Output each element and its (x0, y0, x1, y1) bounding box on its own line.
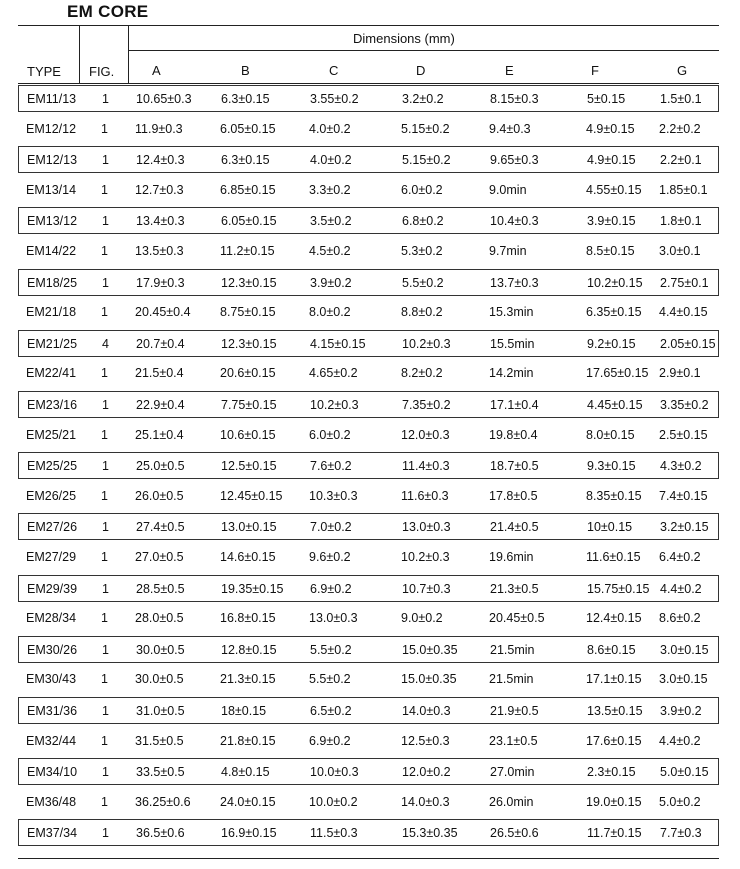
table-row (18, 269, 719, 296)
cell-type: EM21/25 (27, 336, 78, 351)
table-row (18, 238, 719, 265)
cell-fig: 1 (102, 398, 109, 412)
cell-d: 9.0±0.2 (401, 611, 443, 626)
cell-c: 5.5±0.2 (310, 642, 352, 657)
cell-b: 6.05±0.15 (221, 214, 277, 229)
cell-fig: 1 (101, 121, 108, 136)
cell-b: 24.0±0.15 (220, 794, 276, 809)
cell-c: 3.5±0.2 (310, 214, 352, 229)
cell-b: 6.3±0.15 (221, 92, 270, 106)
cell-g: 1.5±0.1 (660, 92, 702, 106)
cell-g: 3.9±0.2 (660, 704, 702, 718)
cell-d: 5.15±0.2 (402, 153, 451, 168)
cell-g: 7.4±0.15 (659, 488, 708, 503)
cell-type: EM26/25 (26, 488, 77, 503)
cell-c: 6.9±0.2 (309, 733, 351, 748)
cell-fig: 1 (101, 488, 108, 503)
cell-b: 10.6±0.15 (220, 427, 276, 442)
cell-d: 15.0±0.35 (401, 672, 457, 687)
table-row (18, 483, 719, 510)
cell-f: 12.4±0.15 (586, 611, 642, 626)
cell-a: 28.0±0.5 (135, 611, 184, 626)
cell-d: 6.0±0.2 (401, 182, 443, 197)
cell-type: EM25/25 (27, 459, 78, 474)
cell-f: 4.9±0.15 (586, 121, 635, 136)
cell-b: 16.9±0.15 (221, 826, 277, 841)
cell-f: 9.2±0.15 (587, 336, 636, 351)
cell-g: 5.0±0.15 (660, 765, 709, 780)
col-a-header: A (152, 63, 161, 78)
cell-f: 8.0±0.15 (586, 427, 635, 442)
cell-c: 7.6±0.2 (310, 459, 352, 474)
cell-type: EM32/44 (26, 733, 77, 748)
cell-b: 12.3±0.15 (221, 275, 277, 290)
cell-f: 8.6±0.15 (587, 642, 636, 657)
cell-c: 4.15±0.15 (310, 336, 366, 351)
table-row (18, 330, 719, 357)
cell-fig: 1 (102, 704, 109, 718)
cell-f: 9.3±0.15 (587, 459, 636, 474)
cell-c: 4.0±0.2 (310, 153, 352, 168)
cell-f: 2.3±0.15 (587, 765, 636, 780)
dimensions-header: Dimensions (mm) (353, 31, 455, 46)
col-f-header: F (591, 63, 599, 78)
cell-d: 10.2±0.3 (402, 336, 451, 351)
cell-type: EM12/12 (26, 121, 77, 136)
cell-g: 6.4±0.2 (659, 550, 701, 564)
cell-b: 16.8±0.15 (220, 611, 276, 626)
cell-b: 21.3±0.15 (220, 672, 276, 687)
cell-d: 6.8±0.2 (402, 214, 444, 229)
cell-e: 19.8±0.4 (489, 427, 538, 442)
cell-fig: 4 (102, 336, 109, 351)
cell-type: EM11/13 (27, 92, 77, 106)
table-row (18, 146, 719, 173)
cell-type: EM36/48 (26, 794, 77, 809)
cell-d: 12.5±0.3 (401, 733, 450, 748)
col-g-header: G (677, 63, 688, 78)
cell-g: 7.7±0.3 (660, 826, 702, 841)
cell-a: 36.5±0.6 (136, 826, 185, 841)
cell-d: 15.3±0.35 (402, 826, 458, 841)
cell-e: 19.6min (489, 550, 534, 564)
cell-a: 25.1±0.4 (135, 427, 184, 442)
cell-g: 3.2±0.15 (660, 520, 709, 535)
table-row (18, 207, 719, 234)
cell-a: 11.9±0.3 (135, 121, 183, 136)
type-header: TYPE (27, 64, 61, 79)
cell-g: 4.4±0.2 (660, 581, 702, 596)
cell-a: 36.25±0.6 (135, 794, 191, 809)
cell-e: 9.65±0.3 (490, 153, 539, 168)
cell-e: 20.45±0.5 (489, 611, 545, 626)
cell-fig: 1 (101, 611, 108, 626)
cell-fig: 1 (102, 581, 109, 596)
cell-fig: 1 (102, 153, 109, 168)
table-row (18, 360, 719, 387)
cell-b: 19.35±0.15 (221, 581, 284, 596)
table-row (18, 85, 719, 112)
cell-g: 4.4±0.15 (659, 305, 708, 320)
cell-g: 2.75±0.1 (660, 275, 709, 290)
cell-f: 17.1±0.15 (586, 672, 642, 687)
cell-a: 22.9±0.4 (136, 398, 185, 412)
cell-f: 17.65±0.15 (586, 366, 649, 381)
cell-a: 30.0±0.5 (136, 642, 185, 657)
cell-a: 10.65±0.3 (136, 92, 192, 106)
cell-fig: 1 (101, 672, 108, 687)
cell-c: 10.0±0.2 (309, 794, 358, 809)
type-fig-divider (79, 25, 80, 83)
cell-f: 19.0±0.15 (586, 794, 642, 809)
cell-f: 15.75±0.15 (587, 581, 650, 596)
table-title: EM CORE (67, 2, 149, 21)
cell-a: 13.4±0.3 (136, 214, 185, 229)
cell-b: 12.3±0.15 (221, 336, 277, 351)
cell-f: 13.5±0.15 (587, 704, 643, 718)
cell-c: 3.3±0.2 (309, 182, 351, 197)
cell-a: 26.0±0.5 (135, 488, 184, 503)
cell-type: EM31/36 (27, 704, 78, 718)
cell-type: EM30/26 (27, 642, 78, 657)
cell-f: 6.35±0.15 (586, 305, 642, 320)
cell-fig: 1 (101, 244, 108, 258)
cell-e: 21.9±0.5 (490, 704, 539, 718)
cell-type: EM18/25 (27, 275, 78, 290)
cell-d: 8.2±0.2 (401, 366, 443, 381)
cell-fig: 1 (101, 427, 108, 442)
cell-g: 5.0±0.2 (659, 794, 701, 809)
cell-c: 4.0±0.2 (309, 121, 351, 136)
table-row (18, 605, 719, 632)
cell-e: 15.3min (489, 305, 534, 320)
header-bottom-rule (18, 83, 719, 84)
top-rule (18, 25, 719, 26)
cell-e: 9.4±0.3 (489, 121, 531, 136)
table-row (18, 544, 719, 571)
cell-b: 13.0±0.15 (221, 520, 277, 535)
cell-g: 2.05±0.15 (660, 336, 716, 351)
cell-a: 27.4±0.5 (136, 520, 185, 535)
cell-type: EM27/26 (27, 520, 78, 535)
cell-d: 10.2±0.3 (401, 550, 450, 564)
cell-e: 15.5min (490, 336, 535, 351)
col-d-header: D (416, 63, 426, 78)
cell-a: 12.7±0.3 (135, 182, 184, 197)
cell-c: 4.5±0.2 (309, 244, 351, 258)
cell-fig: 1 (102, 275, 109, 290)
cell-b: 20.6±0.15 (220, 366, 276, 381)
cell-d: 10.7±0.3 (402, 581, 451, 596)
cell-e: 13.7±0.3 (490, 275, 539, 290)
cell-e: 21.4±0.5 (490, 520, 539, 535)
table-row (18, 422, 719, 449)
cell-e: 8.15±0.3 (490, 92, 539, 106)
cell-c: 3.9±0.2 (310, 275, 352, 290)
col-c-header: C (329, 63, 339, 78)
table-row (18, 666, 719, 693)
cell-d: 5.5±0.2 (402, 275, 444, 290)
cell-fig: 1 (101, 550, 108, 564)
cell-c: 10.2±0.3 (310, 398, 359, 412)
cell-d: 11.4±0.3 (402, 459, 450, 474)
cell-c: 6.0±0.2 (309, 427, 351, 442)
cell-type: EM30/43 (26, 672, 77, 687)
cell-g: 3.0±0.1 (659, 244, 701, 258)
cell-f: 4.45±0.15 (587, 398, 643, 412)
cell-type: EM13/14 (26, 182, 77, 197)
cell-f: 11.7±0.15 (587, 826, 642, 841)
cell-a: 25.0±0.5 (136, 459, 185, 474)
cell-a: 21.5±0.4 (135, 366, 184, 381)
cell-fig: 1 (102, 459, 109, 474)
cell-fig: 1 (102, 642, 109, 657)
cell-e: 10.4±0.3 (490, 214, 539, 229)
cell-g: 3.35±0.2 (660, 398, 709, 412)
cell-fig: 1 (102, 765, 109, 780)
cell-d: 11.6±0.3 (401, 488, 449, 503)
cell-f: 5±0.15 (587, 92, 626, 106)
cell-g: 3.0±0.15 (660, 642, 709, 657)
bottom-rule (18, 858, 719, 859)
col-b-header: B (241, 63, 250, 78)
cell-a: 33.5±0.5 (136, 765, 185, 780)
cell-a: 17.9±0.3 (136, 275, 185, 290)
table-row (18, 789, 719, 816)
cell-c: 6.5±0.2 (310, 704, 352, 718)
table-row (18, 452, 719, 479)
cell-b: 12.8±0.15 (221, 642, 277, 657)
cell-b: 6.05±0.15 (220, 121, 276, 136)
cell-type: EM21/18 (26, 305, 77, 320)
cell-f: 4.55±0.15 (586, 182, 642, 197)
cell-e: 21.5min (490, 642, 535, 657)
cell-type: EM37/34 (27, 826, 78, 841)
cell-g: 1.85±0.1 (659, 182, 708, 197)
cell-e: 26.0min (489, 794, 534, 809)
cell-type: EM25/21 (26, 427, 77, 442)
cell-a: 28.5±0.5 (136, 581, 185, 596)
cell-d: 12.0±0.2 (402, 765, 451, 780)
cell-b: 12.45±0.15 (220, 488, 283, 503)
cell-e: 9.0min (489, 182, 527, 197)
cell-g: 4.3±0.2 (660, 459, 702, 474)
cell-type: EM27/29 (26, 550, 77, 564)
dimensions-rule (128, 50, 719, 51)
table-row (18, 177, 719, 204)
cell-a: 13.5±0.3 (135, 244, 184, 258)
cell-type: EM14/22 (26, 244, 77, 258)
cell-g: 3.0±0.15 (659, 672, 708, 687)
cell-fig: 1 (101, 305, 108, 320)
cell-type: EM22/41 (26, 366, 77, 381)
cell-d: 5.15±0.2 (401, 121, 450, 136)
cell-c: 3.55±0.2 (310, 92, 359, 106)
cell-g: 8.6±0.2 (659, 611, 701, 626)
cell-e: 21.5min (489, 672, 534, 687)
table-row (18, 728, 719, 755)
cell-e: 27.0min (490, 765, 535, 780)
cell-b: 7.75±0.15 (221, 398, 277, 412)
table-row (18, 636, 719, 663)
cell-d: 13.0±0.3 (402, 520, 451, 535)
cell-b: 6.85±0.15 (220, 182, 276, 197)
cell-b: 8.75±0.15 (220, 305, 276, 320)
table-row (18, 819, 719, 846)
cell-c: 8.0±0.2 (309, 305, 351, 320)
table-row (18, 391, 719, 418)
cell-c: 10.3±0.3 (309, 488, 358, 503)
cell-c: 4.65±0.2 (309, 366, 358, 381)
cell-fig: 1 (101, 733, 108, 748)
cell-e: 17.8±0.5 (489, 488, 538, 503)
cell-g: 4.4±0.2 (659, 733, 701, 748)
cell-a: 12.4±0.3 (136, 153, 185, 168)
cell-f: 10±0.15 (587, 520, 633, 535)
cell-f: 8.5±0.15 (586, 244, 635, 258)
cell-fig: 1 (102, 214, 109, 229)
cell-c: 6.9±0.2 (310, 581, 352, 596)
cell-f: 8.35±0.15 (586, 488, 642, 503)
cell-b: 4.8±0.15 (221, 765, 270, 780)
cell-d: 15.0±0.35 (402, 642, 458, 657)
cell-fig: 1 (102, 826, 109, 841)
table-row (18, 513, 719, 540)
cell-a: 31.5±0.5 (135, 733, 184, 748)
cell-e: 23.1±0.5 (489, 733, 538, 748)
cell-d: 8.8±0.2 (401, 305, 443, 320)
table-row (18, 697, 719, 724)
cell-c: 7.0±0.2 (310, 520, 352, 535)
cell-d: 14.0±0.3 (401, 794, 450, 809)
cell-g: 2.2±0.1 (660, 153, 702, 168)
table-row (18, 299, 719, 326)
cell-e: 14.2min (489, 366, 534, 381)
cell-e: 21.3±0.5 (490, 581, 539, 596)
table-row (18, 116, 719, 143)
cell-f: 4.9±0.15 (587, 153, 636, 168)
cell-b: 11.2±0.15 (220, 244, 275, 258)
cell-g: 1.8±0.1 (660, 214, 702, 229)
cell-fig: 1 (101, 794, 108, 809)
fig-dim-divider (128, 25, 129, 83)
cell-fig: 1 (102, 520, 109, 535)
cell-c: 11.5±0.3 (310, 826, 358, 841)
cell-f: 3.9±0.15 (587, 214, 636, 229)
fig-header: FIG. (89, 64, 115, 79)
cell-d: 14.0±0.3 (402, 704, 451, 718)
cell-d: 5.3±0.2 (401, 244, 443, 258)
table-row (18, 575, 719, 602)
cell-c: 13.0±0.3 (309, 611, 358, 626)
cell-type: EM34/10 (27, 765, 78, 780)
cell-f: 10.2±0.15 (587, 275, 643, 290)
table-row (18, 758, 719, 785)
cell-g: 2.5±0.15 (659, 427, 708, 442)
cell-d: 7.35±0.2 (402, 398, 451, 412)
cell-c: 10.0±0.3 (310, 765, 359, 780)
cell-b: 6.3±0.15 (221, 153, 270, 168)
cell-type: EM28/34 (26, 611, 77, 626)
cell-type: EM23/16 (27, 398, 78, 412)
cell-type: EM12/13 (27, 153, 78, 168)
cell-fig: 1 (101, 366, 108, 381)
cell-c: 9.6±0.2 (309, 550, 351, 564)
cell-type: EM29/39 (27, 581, 78, 596)
cell-e: 17.1±0.4 (490, 398, 539, 412)
cell-d: 12.0±0.3 (401, 427, 450, 442)
cell-g: 2.9±0.1 (659, 366, 701, 381)
cell-c: 5.5±0.2 (309, 672, 351, 687)
cell-b: 18±0.15 (221, 704, 267, 718)
col-e-header: E (505, 63, 514, 78)
cell-a: 30.0±0.5 (135, 672, 184, 687)
cell-a: 31.0±0.5 (136, 704, 185, 718)
cell-b: 14.6±0.15 (220, 550, 276, 564)
cell-d: 3.2±0.2 (402, 92, 444, 106)
cell-b: 21.8±0.15 (220, 733, 276, 748)
cell-a: 20.7±0.4 (136, 336, 185, 351)
cell-f: 17.6±0.15 (586, 733, 642, 748)
cell-a: 27.0±0.5 (135, 550, 184, 564)
cell-f: 11.6±0.15 (586, 550, 641, 564)
cell-b: 12.5±0.15 (221, 459, 277, 474)
cell-a: 20.45±0.4 (135, 305, 191, 320)
cell-e: 9.7min (489, 244, 527, 258)
cell-fig: 1 (101, 182, 108, 197)
cell-e: 18.7±0.5 (490, 459, 539, 474)
cell-type: EM13/12 (27, 214, 78, 229)
cell-e: 26.5±0.6 (490, 826, 539, 841)
cell-g: 2.2±0.2 (659, 121, 701, 136)
cell-fig: 1 (102, 92, 109, 106)
